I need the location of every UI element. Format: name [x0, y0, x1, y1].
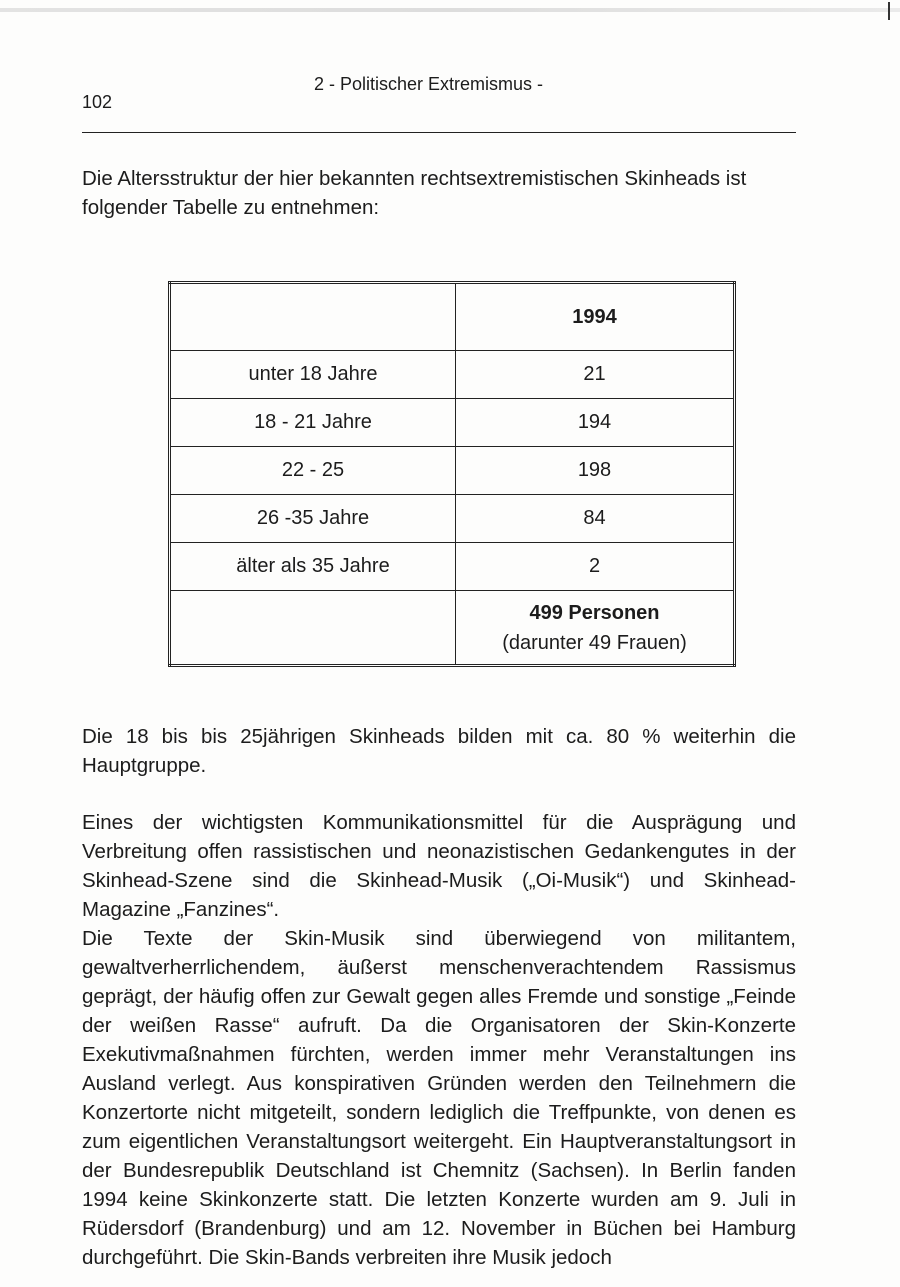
table-row	[170, 447, 735, 495]
body-paragraph: Eines der wichtigsten Kommunikationsmittel für die Ausprägung und Verbreitung offen rassistischen und neonazistischen Gedankengutes in der Skinhead-Szene sind die Skinhead-Musik („Oi-Musik“) und Skinhead-Magazine „Fanzines“.	[82, 811, 796, 921]
body-paragraph: Die 18 bis bis 25jährigen Skinheads bilden mit ca. 80 % weiterhin die Hauptgruppe.	[82, 725, 796, 777]
scan-edge	[0, 8, 900, 12]
table-total-row	[170, 591, 735, 666]
body-paragraph: Die Texte der Skin-Musik sind überwiegend von militantem, gewaltverherrlichendem, äußerst menschenverachtendem Rassismus geprägt, der häufig offen zur Gewalt gegen alles Fremde und sonstige „Feinde der weißen Rasse“ aufruft. Da die Organisatoren der Skin-Konzerte Exekutivmaßnahmen fürchten, werden immer mehr Veranstaltungen ins Ausland verlegt. Aus konspirativen Gründen werden den Teilnehmern die Konzertorte nicht mitgeteilt, sondern lediglich die Treffpunkte, von denen es zum eigentlichen Veranstaltungsort weitergeht. Ein Hauptveranstaltungsort in der Bundesrepublik Deutschland ist Chemnitz (Sachsen). In Berlin fanden 1994 keine Skinkonzerte statt. Die letzten Konzerte wurden am 9. Juli in Rüdersdorf (Brandenburg) und am 12. November in Büchen bei Hamburg durchgeführt. Die Skin-Bands verbreiten ihre Musik jedoch	[82, 927, 796, 1269]
age-group-label: 18 - 21 Jahre	[170, 399, 456, 447]
table-row	[170, 351, 735, 399]
total-women-note: (darunter 49 Frauen)	[502, 631, 687, 654]
age-group-label: unter 18 Jahre	[170, 351, 456, 399]
table-total-cell	[456, 591, 735, 666]
table-row	[170, 399, 735, 447]
age-group-count: 84	[456, 495, 735, 543]
age-group-label: älter als 35 Jahre	[170, 543, 456, 591]
age-group-count: 21	[456, 351, 735, 399]
age-group-count: 2	[456, 543, 735, 591]
table-total-empty-cell	[170, 591, 456, 666]
scan-mark	[888, 2, 890, 20]
total-persons: 499 Personen	[529, 601, 660, 624]
header-rule	[82, 132, 796, 133]
age-group-count: 198	[456, 447, 735, 495]
age-structure-table	[168, 281, 736, 667]
table-header-empty-cell	[170, 283, 456, 351]
year-label: 1994	[572, 305, 617, 328]
table-row	[170, 495, 735, 543]
page-number: 102	[82, 92, 113, 112]
table-year-header	[456, 283, 735, 351]
running-title: 2 - Politischer Extremismus -	[314, 74, 544, 94]
age-group-count: 194	[456, 399, 735, 447]
table-row	[170, 543, 735, 591]
age-group-label: 26 -35 Jahre	[170, 495, 456, 543]
intro-paragraph: Die Altersstruktur der hier bekannten rechtsextremistischen Skinheads ist folgender Tabelle zu entnehmen:	[82, 167, 747, 219]
table-header-row	[170, 283, 735, 351]
age-group-label: 22 - 25	[170, 447, 456, 495]
